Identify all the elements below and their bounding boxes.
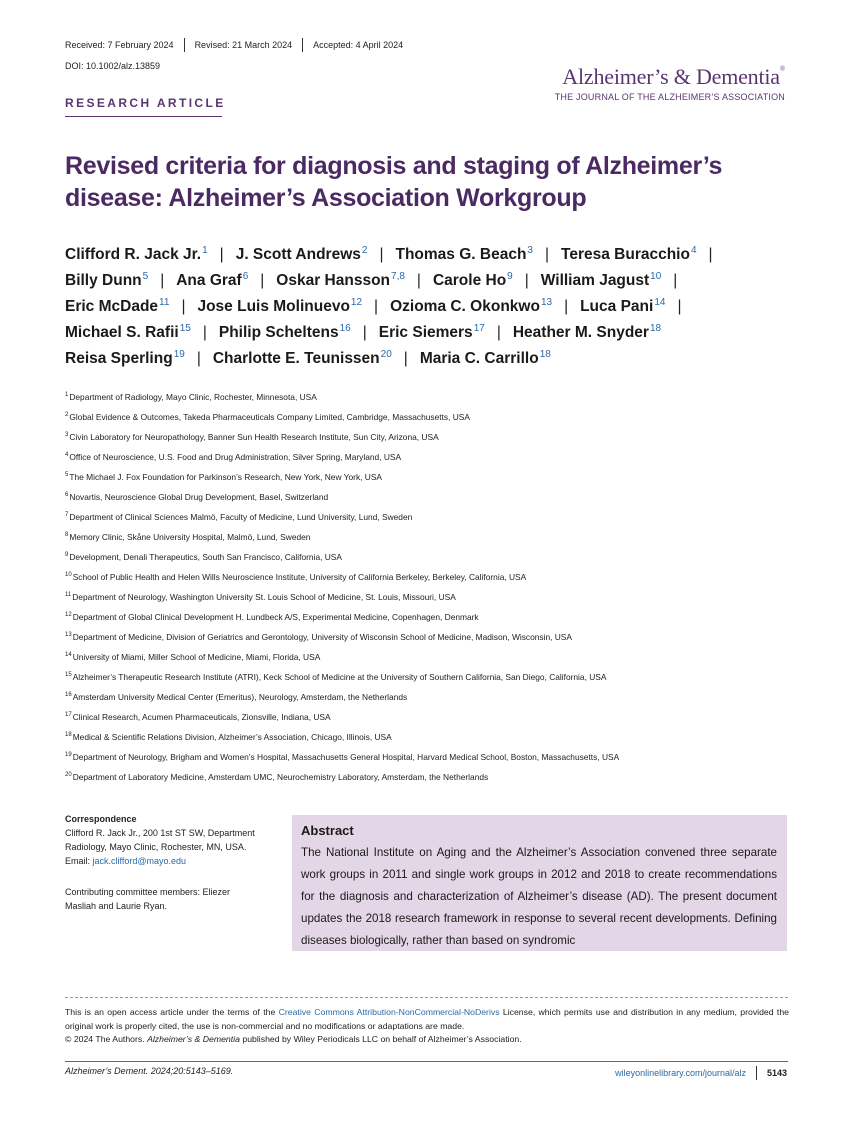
date-divider — [184, 38, 185, 52]
affiliation-item — [65, 452, 805, 472]
affiliation-number: 2 — [65, 412, 69, 419]
affiliation-number: 8 — [65, 532, 69, 539]
affiliation-item — [65, 432, 805, 452]
author-separator: | — [416, 272, 421, 289]
author-separator: | — [379, 246, 384, 263]
correspondence-heading: Correspondence — [65, 814, 137, 824]
author-separator: | — [496, 324, 501, 341]
correspondence — [65, 812, 280, 868]
author-name-text: Oskar Hansson — [276, 272, 391, 289]
author-name[interactable] — [213, 350, 392, 368]
author-name[interactable] — [176, 272, 248, 290]
license-link[interactable]: Creative Commons Attribution-NonCommercial-NoDerivs — [278, 1007, 500, 1017]
copyright-line — [65, 1033, 789, 1047]
footer-divider — [65, 1061, 788, 1062]
affiliation-text: Medical & Scientific Relations Division, Alzheimer’s Association, Chicago, Illinois, USA — [72, 732, 392, 742]
author-affiliation-ref[interactable]: 7,8 — [391, 270, 405, 282]
affiliation-text: Development, Denali Therapeutics, South San Francisco, California, USA — [69, 552, 342, 562]
author-separator: | — [181, 298, 186, 315]
footer-right — [615, 1066, 787, 1080]
affiliation-number: 3 — [65, 432, 69, 439]
affiliation-number: 11 — [65, 592, 72, 599]
author-line — [65, 272, 785, 298]
affiliation-number: 15 — [65, 672, 72, 679]
affiliation-item — [65, 492, 805, 512]
affiliation-number: 6 — [65, 492, 69, 499]
author-list — [65, 246, 785, 376]
author-name-text: Thomas G. Beach — [395, 246, 527, 263]
affiliation-text: Department of Clinical Sciences Malmö, Faculty of Medicine, Lund University, Lund, Sweden — [69, 512, 413, 522]
author-affiliation-ref[interactable]: 14 — [654, 296, 666, 308]
affiliation-text: School of Public Health and Helen Wills Neuroscience Institute, University of California Berkeley, Berkeley, California, USA — [72, 572, 527, 582]
author-name[interactable] — [65, 246, 208, 264]
author-affiliation-ref[interactable]: 5 — [142, 270, 149, 282]
affiliation-number: 9 — [65, 552, 69, 559]
author-separator: | — [260, 272, 265, 289]
affiliation-item — [65, 572, 805, 592]
contributing-line: Contributing committee members: Eliezer — [65, 887, 231, 897]
manuscript-dates — [65, 38, 403, 52]
affiliation-number: 12 — [65, 612, 72, 619]
author-name[interactable] — [395, 246, 533, 264]
affiliation-text: The Michael J. Fox Foundation for Parkinson’s Research, New York, New York, USA — [69, 472, 383, 482]
author-name[interactable] — [65, 324, 191, 342]
journal-name — [555, 66, 785, 88]
correspondence-address-line: Radiology, Mayo Clinic, Rochester, MN, USA. — [65, 842, 247, 852]
affiliation-item — [65, 472, 805, 492]
author-name[interactable] — [276, 272, 405, 290]
abstract-text: The National Institute on Aging and the Alzheimer’s Association convened three separate work groups in 2011 and single work groups in 2012 and 2018 to create recommendations for the diagnosis and characterization of Alzheimer’s disease (AD). The present document updates the 2018 research framework in response to several recent developments. Defining diseases biologically, rather than based on syndromic — [301, 846, 777, 947]
author-name-text: William Jagust — [540, 272, 650, 289]
author-line — [65, 350, 785, 376]
affiliation-text: Global Evidence & Outcomes, Takeda Pharmaceuticals Company Limited, Cambridge, Massachusetts, USA — [69, 412, 470, 422]
license-divider — [65, 997, 788, 998]
affiliation-item — [65, 692, 805, 712]
author-affiliation-ref[interactable]: 10 — [650, 270, 662, 282]
author-name-text: Philip Scheltens — [218, 324, 339, 341]
author-name-text: Teresa Buracchio — [561, 246, 690, 263]
author-name-text: Heather M. Snyder — [512, 324, 649, 341]
affiliation-number: 14 — [65, 652, 72, 659]
article-title: Revised criteria for diagnosis and staging of Alzheimer’s disease: Alzheimer’s Association Workgroup — [65, 152, 723, 212]
date-divider — [302, 38, 303, 52]
author-name-text: Ana Graf — [176, 272, 242, 289]
affiliation-text: Novartis, Neuroscience Global Drug Development, Basel, Switzerland — [69, 492, 329, 502]
copyright-pre: © 2024 The Authors. — [65, 1034, 148, 1044]
contributing-members — [65, 885, 280, 913]
abstract-heading: Abstract — [301, 823, 354, 838]
page-number: 5143 — [766, 1068, 787, 1078]
license-text — [65, 1006, 789, 1033]
author-separator: | — [403, 350, 408, 367]
affiliation-number: 10 — [65, 572, 72, 579]
author-name[interactable] — [513, 324, 661, 342]
author-separator: | — [677, 298, 682, 315]
affiliation-item — [65, 752, 805, 772]
affiliation-number: 1 — [65, 392, 69, 399]
registered-mark: ® — [779, 65, 785, 73]
license-notice — [65, 1006, 789, 1047]
affiliation-number: 13 — [65, 632, 72, 639]
author-affiliation-ref[interactable]: 15 — [179, 322, 191, 334]
footer-vertical-divider — [756, 1066, 757, 1080]
affiliation-item — [65, 712, 805, 732]
author-separator: | — [196, 350, 201, 367]
journal-url-link[interactable]: wileyonlinelibrary.com/journal/alz — [615, 1068, 746, 1078]
revised-date: Revised: 21 March 2024 — [194, 40, 293, 50]
author-name-text: Luca Pani — [580, 298, 654, 315]
author-separator: | — [544, 246, 550, 263]
affiliation-text: Clinical Research, Acumen Pharmaceuticals, Zionsville, Indiana, USA — [72, 712, 331, 722]
author-name-text: Ozioma C. Okonkwo — [390, 298, 540, 315]
affiliation-number: 4 — [65, 452, 69, 459]
affiliation-item — [65, 392, 805, 412]
author-name[interactable] — [197, 298, 362, 316]
author-name[interactable] — [580, 298, 665, 316]
author-name[interactable] — [65, 350, 185, 368]
affiliation-text: Civin Laboratory for Neuropathology, Banner Sun Health Research Institute, Sun City, Arizona, USA — [69, 432, 439, 442]
correspondence-email-line — [65, 854, 280, 868]
author-name-text: Jose Luis Molinuevo — [197, 298, 350, 315]
author-name[interactable] — [236, 246, 368, 264]
author-separator: | — [564, 298, 569, 315]
author-name-text: Eric Siemers — [378, 324, 473, 341]
received-date: Received: 7 February 2024 — [65, 40, 174, 50]
abstract-box — [292, 815, 787, 951]
article-type-underline — [65, 116, 222, 117]
affiliation-text: Department of Global Clinical Development H. Lundbeck A/S, Experimental Medicine, Copenhagen, Denmark — [72, 612, 479, 622]
author-affiliation-ref[interactable]: 1 — [202, 244, 208, 256]
copyright-post: published by Wiley Periodicals LLC on behalf of Alzheimer’s Association. — [239, 1034, 522, 1044]
affiliation-text: Amsterdam University Medical Center (Emeritus), Neurology, Amsterdam, the Netherlands — [72, 692, 408, 702]
affiliation-number: 18 — [65, 732, 72, 739]
affiliation-text: Department of Laboratory Medicine, Amsterdam UMC, Neurochemistry Laboratory, Amsterdam, the Netherlands — [72, 772, 489, 782]
affiliation-number: 19 — [65, 752, 72, 759]
email-label: Email: — [65, 856, 93, 866]
author-name[interactable] — [379, 324, 485, 342]
author-affiliation-ref[interactable]: 9 — [507, 270, 513, 282]
author-affiliation-ref[interactable]: 17 — [473, 322, 485, 334]
author-name-text: Maria C. Carrillo — [419, 350, 539, 367]
affiliation-text: Department of Medicine, Division of Geriatrics and Gerontology, University of Wisconsin School of Medicine, Madison, Wisconsin, USA — [72, 632, 572, 642]
license-pre: This is an open access article under the terms of the — [65, 1007, 279, 1017]
affiliation-number: 17 — [65, 712, 72, 719]
affiliation-item — [65, 552, 805, 572]
affiliation-text: Department of Neurology, Brigham and Women’s Hospital, Massachusetts General Hospital, Harvard Medical School, Boston, Massachusetts, USA — [72, 752, 620, 762]
author-name[interactable] — [541, 272, 662, 290]
author-line — [65, 246, 785, 272]
author-separator: | — [202, 324, 207, 341]
affiliation-item — [65, 632, 805, 652]
copyright-journal: Alzheimer’s & Dementia — [147, 1034, 240, 1044]
author-affiliation-ref[interactable]: 16 — [339, 322, 351, 334]
author-separator: | — [160, 272, 165, 289]
affiliation-item — [65, 412, 805, 432]
article-type: RESEARCH ARTICLE — [65, 96, 226, 110]
author-affiliation-ref[interactable]: 20 — [380, 348, 392, 360]
contributing-line: Masliah and Laurie Ryan. — [65, 901, 168, 911]
author-name-text: Billy Dunn — [65, 272, 142, 289]
author-affiliation-ref[interactable]: 3 — [527, 244, 533, 256]
affiliation-number: 7 — [65, 512, 69, 519]
author-separator: | — [673, 272, 678, 289]
correspondence-address-line: Clifford R. Jack Jr., 200 1st ST SW, Department — [65, 828, 255, 838]
author-separator: | — [362, 324, 367, 341]
affiliation-item — [65, 512, 805, 532]
author-line — [65, 298, 785, 324]
author-affiliation-ref[interactable]: 2 — [361, 244, 368, 256]
author-name[interactable] — [65, 272, 148, 290]
author-name[interactable] — [219, 324, 351, 342]
email-link[interactable]: jack.clifford@mayo.edu — [92, 856, 187, 866]
author-separator: | — [219, 246, 224, 263]
affiliation-number: 5 — [65, 472, 69, 479]
author-affiliation-ref[interactable]: 19 — [173, 348, 185, 360]
author-affiliation-ref[interactable]: 13 — [540, 296, 553, 308]
affiliation-item — [65, 612, 805, 632]
author-affiliation-ref[interactable]: 18 — [649, 322, 662, 334]
author-name-text: J. Scott Andrews — [235, 246, 361, 263]
author-separator: | — [524, 272, 529, 289]
author-separator: | — [374, 298, 379, 315]
author-affiliation-ref[interactable]: 18 — [539, 348, 551, 360]
accepted-date: Accepted: 4 April 2024 — [313, 40, 404, 50]
author-name-text: Eric McDade — [65, 298, 159, 315]
author-name[interactable] — [561, 246, 697, 264]
author-name[interactable] — [65, 298, 169, 316]
affiliation-text: Alzheimer’s Therapeutic Research Institute (ATRI), Keck School of Medicine at the University of Southern California, San Diego, California, USA — [72, 672, 607, 682]
affiliation-item — [65, 672, 805, 692]
footer-citation: Alzheimer’s Dement. 2024;20:5143–5169. — [65, 1066, 234, 1076]
author-name[interactable] — [420, 350, 551, 368]
author-affiliation-ref[interactable]: 4 — [690, 244, 697, 256]
journal-logo — [555, 66, 785, 102]
affiliation-text: Office of Neuroscience, U.S. Food and Drug Administration, Silver Spring, Maryland, USA — [69, 452, 402, 462]
author-separator: | — [708, 246, 713, 263]
author-name[interactable] — [390, 298, 552, 316]
affiliation-item — [65, 732, 805, 752]
affiliation-item — [65, 772, 805, 792]
affiliation-text: Department of Neurology, Washington University St. Louis School of Medicine, St. Louis, Missouri, USA — [72, 592, 456, 602]
affiliation-text: University of Miami, Miller School of Medicine, Miami, Florida, USA — [72, 652, 321, 662]
affiliation-text: Memory Clinic, Skåne University Hospital, Malmö, Lund, Sweden — [69, 532, 311, 542]
author-affiliation-ref[interactable]: 12 — [350, 296, 363, 308]
author-name-text: Charlotte E. Teunissen — [212, 350, 380, 367]
author-name[interactable] — [433, 272, 513, 290]
affiliation-item — [65, 652, 805, 672]
author-name-text: Clifford R. Jack Jr. — [65, 246, 202, 263]
affiliation-text: Department of Radiology, Mayo Clinic, Rochester, Minnesota, USA — [69, 392, 317, 402]
author-name-text: Michael S. Rafii — [65, 324, 179, 341]
affiliation-item — [65, 532, 805, 552]
author-name-text: Reisa Sperling — [65, 350, 173, 367]
affiliation-item — [65, 592, 805, 612]
author-line — [65, 324, 785, 350]
journal-name-text: Alzheimer’s & Dementia — [562, 64, 780, 89]
affiliation-list — [65, 392, 805, 792]
author-affiliation-ref[interactable]: 6 — [242, 270, 249, 282]
journal-subtitle: THE JOURNAL OF THE ALZHEIMER’S ASSOCIATION — [554, 92, 785, 102]
affiliation-number: 20 — [65, 772, 72, 779]
author-name-text: Carole Ho — [432, 272, 507, 289]
license-post: License, which permits use and distribution in any medium, provided the original work is properly cited, the use is non-commercial and no modifications or adaptations are made. — [65, 1007, 789, 1031]
affiliation-number: 16 — [65, 692, 72, 699]
author-affiliation-ref[interactable]: 11 — [159, 296, 170, 308]
doi[interactable]: DOI: 10.1002/alz.13859 — [65, 61, 161, 71]
